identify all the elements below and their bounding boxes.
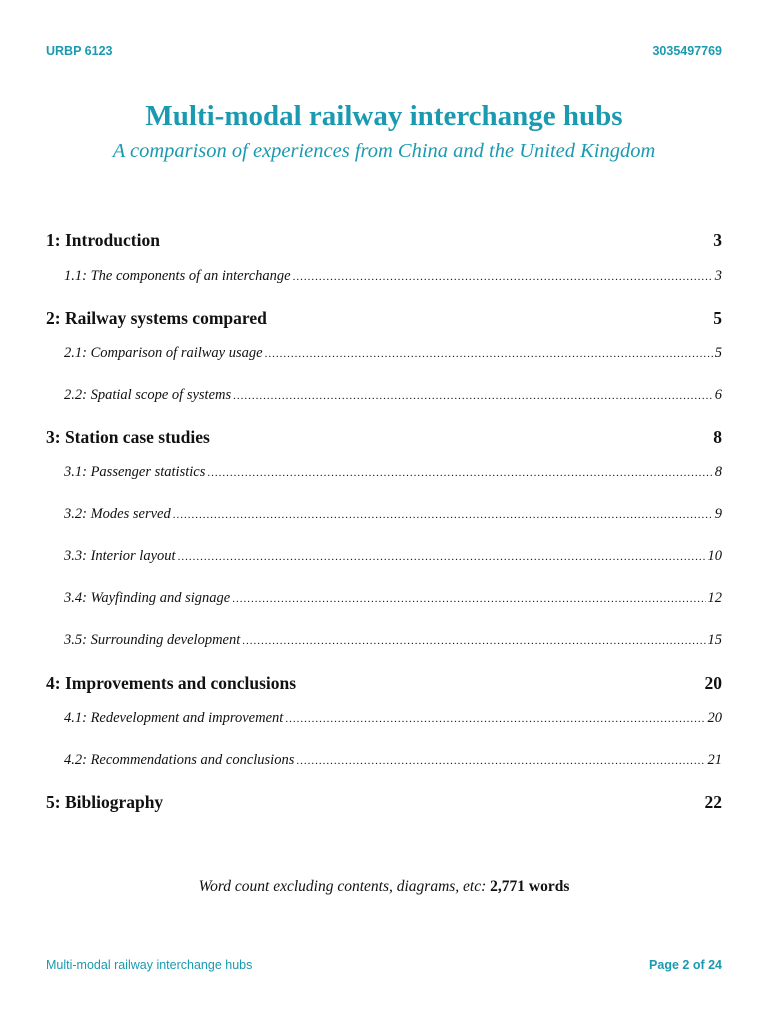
toc-section-page: 5 xyxy=(713,308,722,328)
toc-leader-dots xyxy=(242,632,705,649)
footer-title: Multi-modal railway interchange hubs xyxy=(46,958,253,972)
word-count-value: 2,771 words xyxy=(490,878,570,895)
toc-section-page: 3 xyxy=(713,230,722,250)
toc-entry-label: 4.1: Redevelopment and improvement xyxy=(64,710,284,726)
toc-section-page: 8 xyxy=(713,427,722,447)
toc-entry-page: 20 xyxy=(707,710,722,726)
toc-entry-label: 3.4: Wayfinding and signage xyxy=(64,590,231,606)
toc-entry-page: 21 xyxy=(707,752,722,768)
footer-page-number: Page 2 of 24 xyxy=(649,958,722,972)
toc-section-label: 5: Bibliography xyxy=(46,792,164,812)
toc-section-label: 1: Introduction xyxy=(46,230,160,250)
toc-entry-3-1[interactable] xyxy=(64,464,722,481)
toc-entry-page: 3 xyxy=(714,268,722,284)
toc-entry-4-2[interactable] xyxy=(64,752,722,769)
toc-section-5[interactable] xyxy=(46,792,722,813)
toc-entry-page: 12 xyxy=(707,590,722,606)
toc-entry-page: 10 xyxy=(707,548,722,564)
toc-section-3[interactable] xyxy=(46,427,722,448)
toc-leader-dots xyxy=(207,464,712,481)
toc-entry-3-4[interactable] xyxy=(64,590,722,607)
toc-entry-page: 15 xyxy=(707,632,722,648)
toc-leader-dots xyxy=(293,268,713,285)
toc-entry-label: 3.1: Passenger statistics xyxy=(64,464,206,480)
toc-entry-label: 3.3: Interior layout xyxy=(64,548,176,564)
toc-leader-dots xyxy=(265,345,713,362)
toc-entry-3-5[interactable] xyxy=(64,632,722,649)
toc-entry-label: 3.2: Modes served xyxy=(64,506,171,522)
toc-leader-dots xyxy=(173,506,713,523)
toc-entry-label: 3.5: Surrounding development xyxy=(64,632,241,648)
toc-entry-2-1[interactable] xyxy=(64,345,722,362)
toc-section-page: 22 xyxy=(704,792,722,812)
toc-leader-dots xyxy=(232,590,705,607)
toc-entry-3-2[interactable] xyxy=(64,506,722,523)
word-count xyxy=(0,878,768,896)
word-count-label: Word count excluding contents, diagrams, etc: xyxy=(198,878,487,895)
toc-leader-dots xyxy=(285,710,705,727)
toc-entry-3-3[interactable] xyxy=(64,548,722,565)
toc-section-label: 2: Railway systems compared xyxy=(46,308,267,328)
toc-entry-1-1[interactable] xyxy=(64,268,722,285)
toc-section-1[interactable] xyxy=(46,230,722,251)
header-course-code: URBP 6123 xyxy=(46,44,113,58)
toc-entry-page: 6 xyxy=(714,387,722,403)
toc-entry-2-2[interactable] xyxy=(64,387,722,404)
document-title: Multi-modal railway interchange hubs xyxy=(145,100,623,132)
toc-section-label: 3: Station case studies xyxy=(46,427,210,447)
toc-section-label: 4: Improvements and conclusions xyxy=(46,673,297,693)
toc-entry-label: 1.1: The components of an interchange xyxy=(64,268,291,284)
toc-entry-label: 2.1: Comparison of railway usage xyxy=(64,345,263,361)
toc-entry-page: 9 xyxy=(714,506,722,522)
header-student-id: 3035497769 xyxy=(652,44,722,58)
toc-section-2[interactable] xyxy=(46,308,722,329)
toc-entry-label: 4.2: Recommendations and conclusions xyxy=(64,752,295,768)
toc-entry-label: 2.2: Spatial scope of systems xyxy=(64,387,232,403)
toc-entry-page: 8 xyxy=(714,464,722,480)
document-subtitle: A comparison of experiences from China and the United Kingdom xyxy=(112,140,656,162)
toc-entry-page: 5 xyxy=(714,345,722,361)
toc-section-4[interactable] xyxy=(46,673,722,694)
toc-leader-dots xyxy=(296,752,705,769)
toc-section-page: 20 xyxy=(704,673,722,693)
toc-leader-dots xyxy=(178,548,706,565)
toc-entry-4-1[interactable] xyxy=(64,710,722,727)
toc-leader-dots xyxy=(233,387,713,404)
